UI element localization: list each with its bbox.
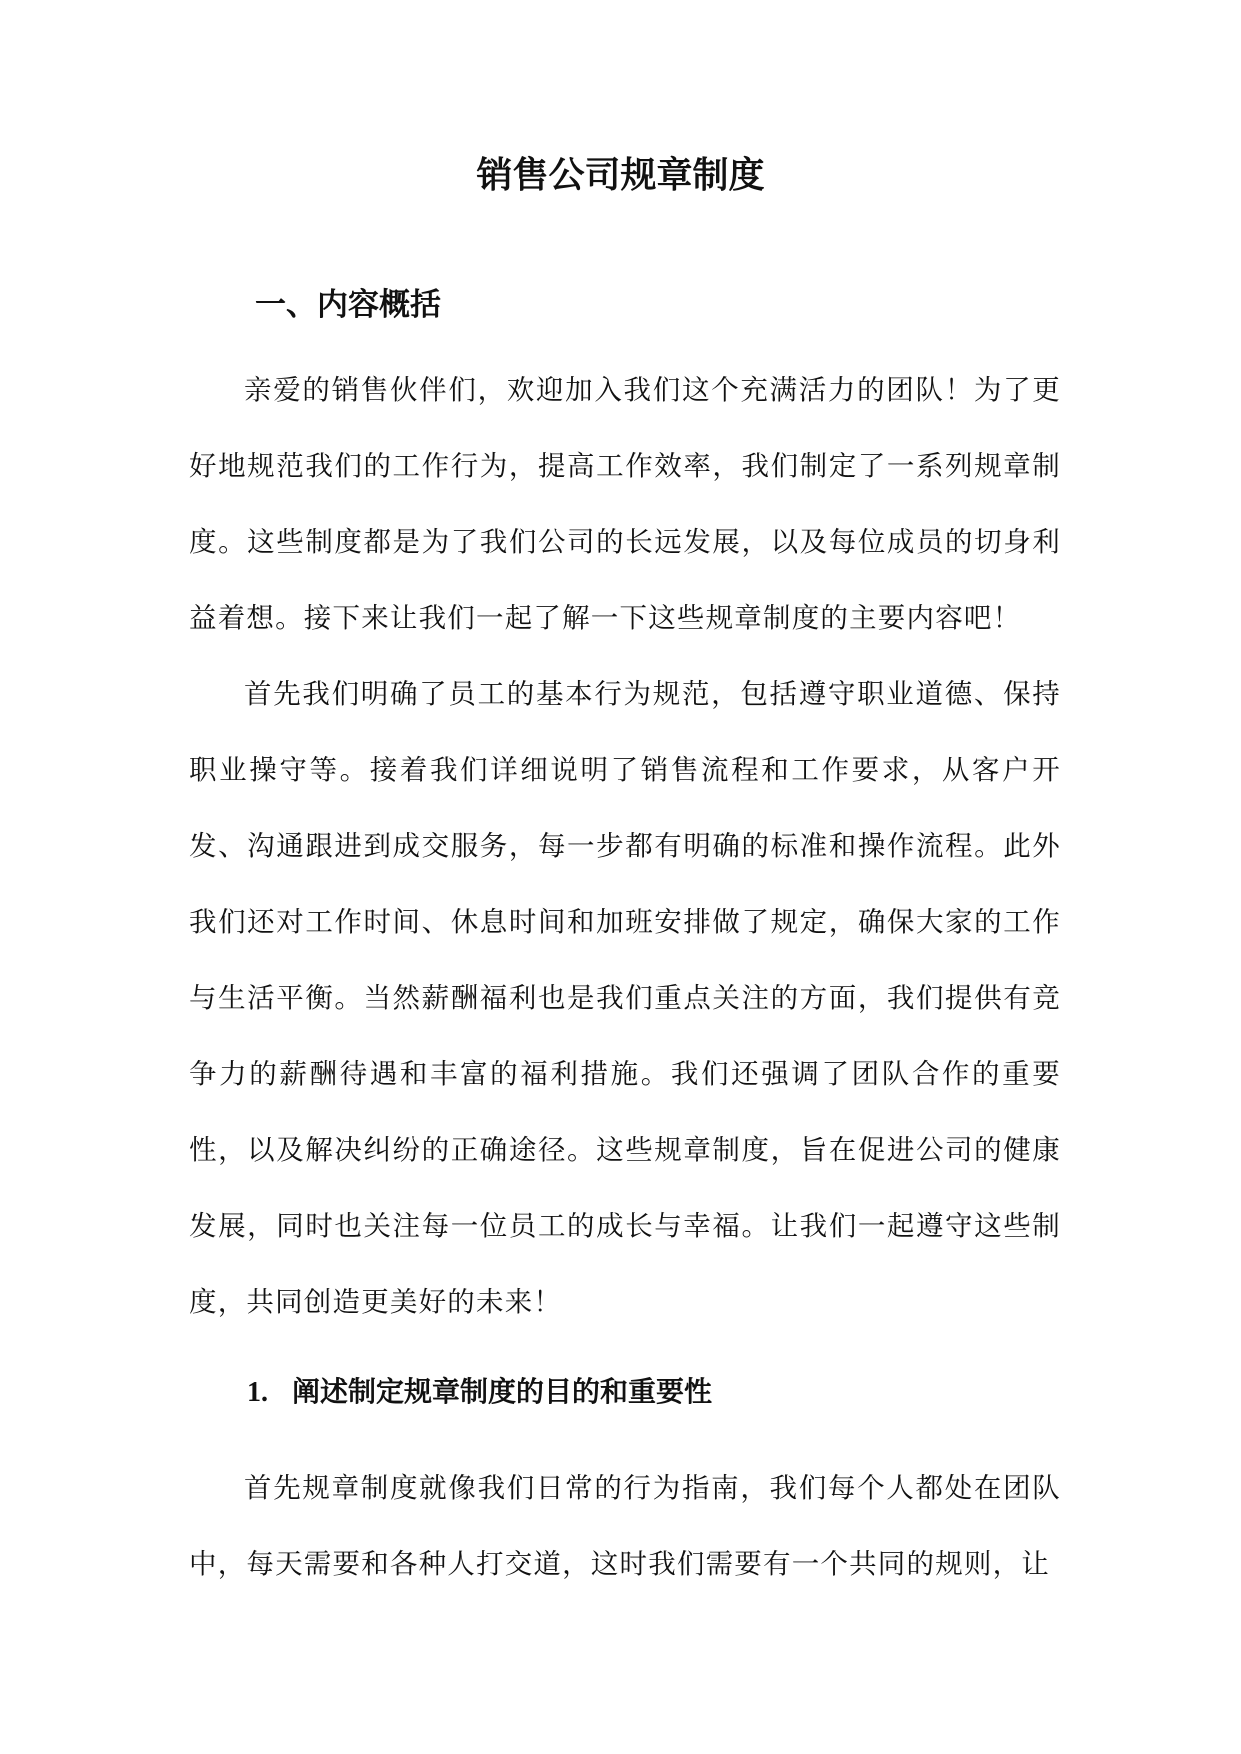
summary-paragraph: 首先我们明确了员工的基本行为规范，包括遵守职业道德、保持职业操守等。接着我们详细说明了销售流程和工作要求，从客户开发、沟通跟进到成交服务，每一步都有明确的标准和操作流程。此外我们还对工作时间、休息时间和加班安排做了规定，确保大家的工作与生活平衡。当然薪酬福利也是我们重点关注的方面，我们提供有竞争力的薪酬待遇和丰富的福利措施。我们还强调了团队合作的重要性，以及解决纠纷的正确途径。这些规章制度，旨在促进公司的健康发展，同时也关注每一位员工的成长与幸福。让我们一起遵守这些制度，共同创造更美好的未来！ <box>189 678 1061 1318</box>
intro-paragraph: 亲爱的销售伙伴们，欢迎加入我们这个充满活力的团队！为了更好地规范我们的工作行为，提高工作效率，我们制定了一系列规章制度。这些制度都是为了我们公司的长远发展，以及每位成员的切身利益着想。接下来让我们一起了解一下这些规章制度的主要内容吧！ <box>189 374 1061 634</box>
subsection-heading <box>247 1372 712 1413</box>
subsection-body <box>189 1450 1061 1602</box>
section-body <box>189 352 1061 1340</box>
document-title: 销售公司规章制度 <box>476 154 765 196</box>
purpose-paragraph: 首先规章制度就像我们日常的行为指南，我们每个人都处在团队中，每天需要和各种人打交道，这时我们需要有一个共同的规则，让 <box>189 1472 1061 1580</box>
section-heading: 一、内容概括 <box>255 287 441 323</box>
subsection-number: 1. <box>247 1377 268 1408</box>
subsection-title: 阐述制定规章制度的目的和重要性 <box>292 1375 713 1408</box>
